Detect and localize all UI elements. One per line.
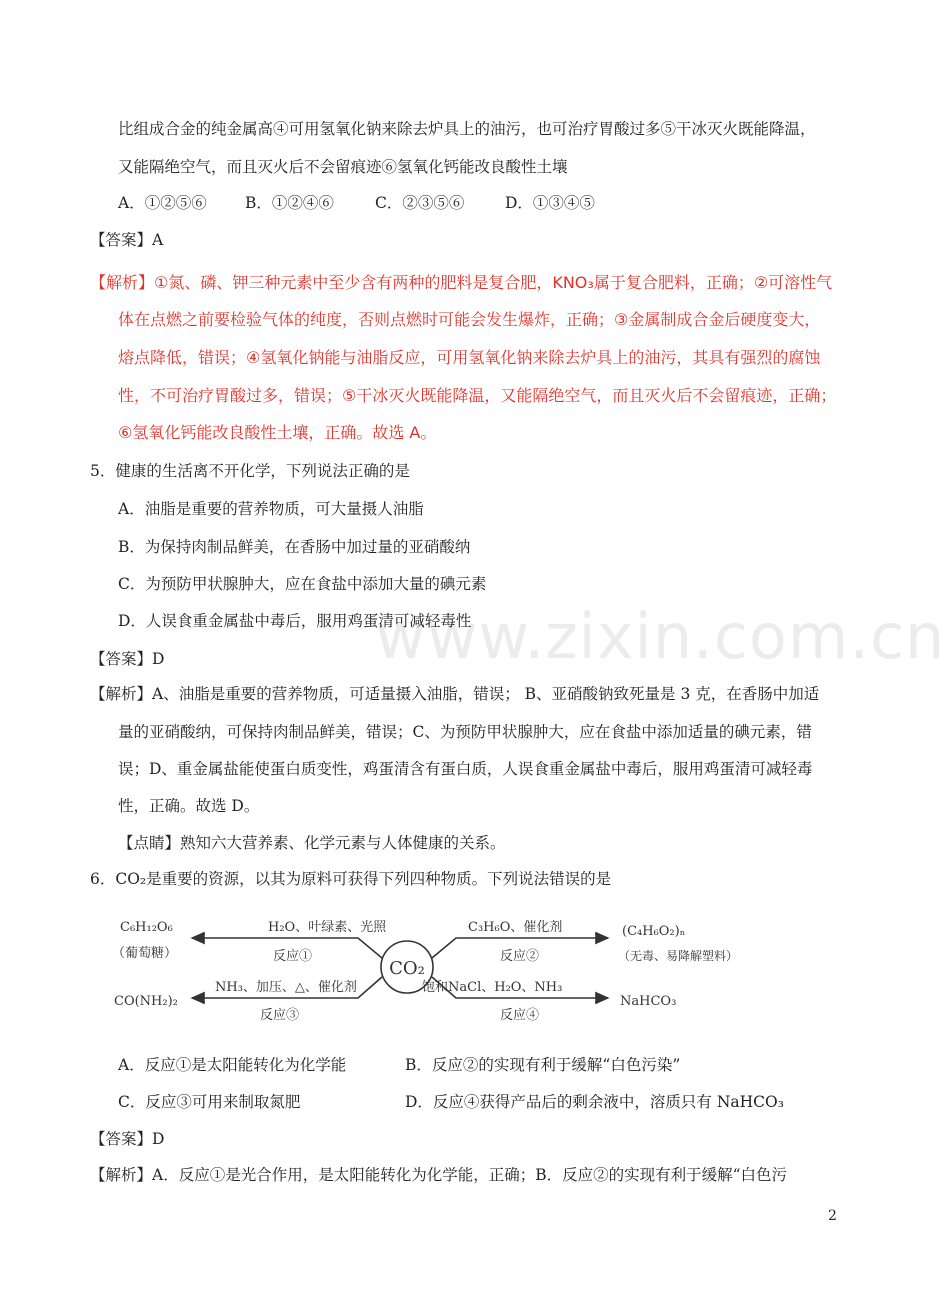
q6-option-c: C．反应③可用来制取氮肥 <box>118 1093 301 1111</box>
q5-option-c: C．为预防甲状腺肿大，应在食盐中添加大量的碘元素 <box>118 575 487 593</box>
q5-option-d: D．人误食重金属盐中毒后，服用鸡蛋清可减轻毒性 <box>118 612 472 630</box>
reaction-2-condition: C₃H₆O、催化剂 <box>468 920 563 935</box>
q6-option-d: D．反应④获得产品后的剩余液中，溶质只有 NaHCO₃ <box>405 1093 784 1111</box>
product-plastic: (C₄H₆O₂)ₙ <box>622 924 686 939</box>
page-number: 2 <box>828 1208 837 1224</box>
q5-analysis-line2: 量的亚硝酸纳，可保持肉制品鲜美，错误；C、为预防甲状腺肿大，应在食盐中添加适量的碘元素，错 <box>118 723 812 741</box>
reaction-1-condition: H₂O、叶绿素、光照 <box>268 920 387 935</box>
reaction-3-label: 反应③ <box>260 1008 300 1023</box>
q6-stem: 6．CO₂是重要的资源，以其为原料可获得下列四种物质。下列说法错误的是 <box>90 870 612 888</box>
q6-option-b: B．反应②的实现有利于缓解“白色污染” <box>405 1056 681 1074</box>
product-glucose-name: （葡萄糖） <box>112 946 178 961</box>
reaction-2-label: 反应② <box>500 949 540 964</box>
product-urea: CO(NH₂)₂ <box>114 994 178 1009</box>
q5-option-a: A．油脂是重要的营养物质，可大量摄人油脂 <box>118 500 424 518</box>
q5-option-b: B．为保持肉制品鲜美，在香肠中加过量的亚硝酸纳 <box>118 538 471 556</box>
q6-analysis-line1: 【解析】A．反应①是光合作用，是太阳能转化为化学能，正确；B．反应②的实现有利于缓解“白色污 <box>90 1166 788 1184</box>
product-glucose: C₆H₁₂O₆ <box>120 920 173 935</box>
reaction-1-label: 反应① <box>273 949 313 964</box>
reaction-3-condition: NH₃、加压、△、催化剂 <box>215 980 357 995</box>
q4-analysis-line1: 【解析】①氮、磷、钾三种元素中至少含有两种的肥料是复合肥，KNO₃属于复合肥料，正确；②可溶性气 <box>90 273 833 292</box>
q5-stem: 5．健康的生活离不开化学，下列说法正确的是 <box>90 462 410 480</box>
q4-option-a: A．①②⑤⑥ <box>118 194 207 212</box>
q4-option-d: D．①③④⑤ <box>505 194 595 212</box>
reaction-4-condition: 饱和NaCl、H₂O、NH₃ <box>422 980 563 995</box>
product-plastic-name: （无毒、易降解塑料） <box>618 949 739 963</box>
q5-comment: 【点睛】熟知六大营养素、化学元素与人体健康的关系。 <box>118 834 506 852</box>
q5-analysis-line4: 性，正确。故选 D。 <box>118 797 260 815</box>
q6-reaction-diagram <box>110 905 739 1040</box>
reaction-4-label: 反应④ <box>500 1008 540 1023</box>
q5-analysis-line1: 【解析】A、油脂是重要的营养物质，可适量摄入油脂，错误； B、亚硝酸钠致死量是 3 克，在香肠中加适 <box>90 685 820 703</box>
q4-analysis-line5: ⑥氢氧化钙能改良酸性土壤，正确。故选 A。 <box>118 423 437 442</box>
product-nahco3: NaHCO₃ <box>620 994 677 1009</box>
q6-answer: 【答案】D <box>90 1130 165 1148</box>
q4-analysis-line4: 性，不可治疗胃酸过多，错误；⑤干冰灭火既能降温，又能隔绝空气，而且灭火后不会留痕迹，正确； <box>118 386 837 405</box>
q4-answer: 【答案】A <box>90 231 164 249</box>
q5-answer: 【答案】D <box>90 650 165 668</box>
q4-stem-line1: 比组成合金的纯金属高④可用氢氧化钠来除去炉具上的油污，也可治疗胃酸过多⑤干冰灭火既能降温， <box>118 120 816 138</box>
q5-analysis-line3: 误；D、重金属盐能使蛋白质变性，鸡蛋清含有蛋白质，人误食重金属盐中毒后，服用鸡蛋清可减轻毒 <box>118 760 813 778</box>
q4-analysis-line2: 体在点燃之前要检验气体的纯度，否则点燃时可能会发生爆炸，正确；③金属制成合金后硬度变大， <box>118 310 821 329</box>
q4-option-c: C．②③⑤⑥ <box>375 194 465 212</box>
q4-option-b: B．①②④⑥ <box>245 194 334 212</box>
q4-stem-line2: 又能隔绝空气，而且灭火后不会留痕迹⑥氢氧化钙能改良酸性土壤 <box>118 158 568 176</box>
co2-label: CO₂ <box>389 958 425 979</box>
q6-option-a: A．反应①是太阳能转化为化学能 <box>118 1056 347 1074</box>
q4-analysis-line3: 熔点降低，错误；④氢氧化钠能与油脂反应，可用氢氧化钠来除去炉具上的油污，其具有强烈的腐蚀 <box>118 348 821 367</box>
watermark: www.zixin.com.cn <box>375 600 945 673</box>
